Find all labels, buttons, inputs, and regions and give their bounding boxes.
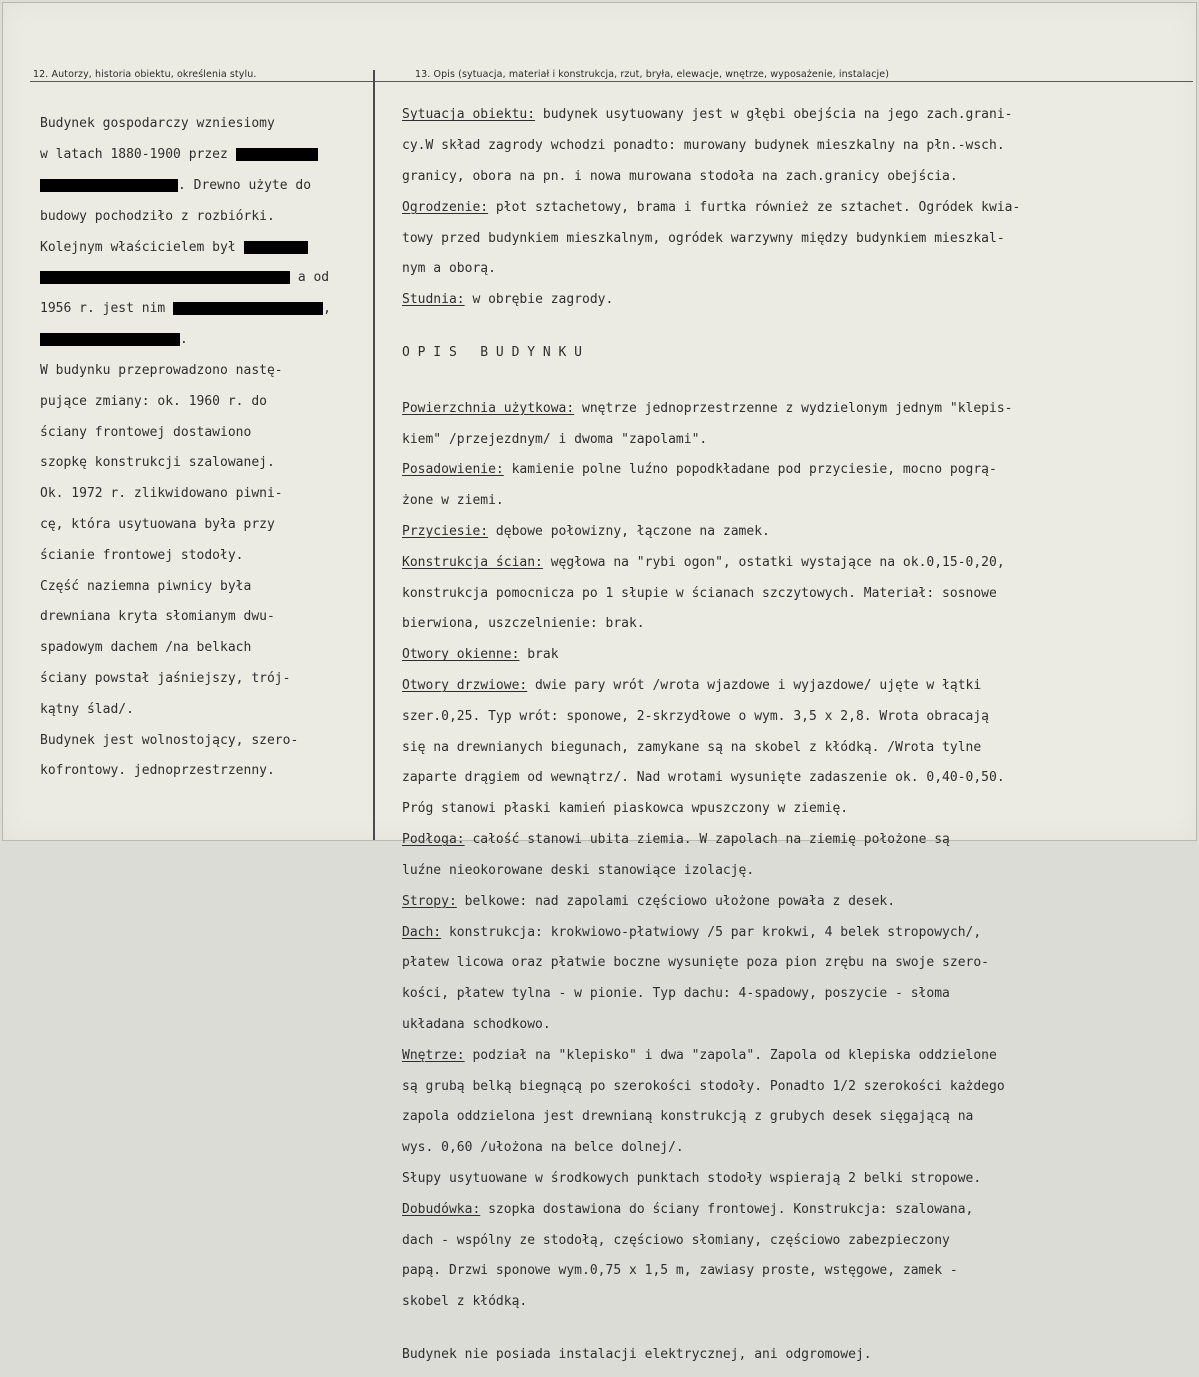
desc-line: cy.W skład zagrody wchodzi ponadto: murowany budynek mieszkalny na płn.-wsch. xyxy=(402,138,1005,154)
desc-line: bierwiona, uszczelnienie: brak. xyxy=(402,616,645,632)
field-label-przyciesie: Przyciesie: xyxy=(402,523,489,539)
field-label-powierzchnia: Powierzchnia użytkowa: xyxy=(402,400,575,416)
spacer xyxy=(402,323,1192,329)
desc-line: są grubą belką biegnącą po szerokości stodoły. Ponadto 1/2 szerokości każdego xyxy=(402,1078,1005,1094)
history-line: budowy pochodziło z rozbiórki. xyxy=(40,208,275,224)
desc-line: granicy, obora na pn. i nowa murowana stodoła na zach.granicy obejścia. xyxy=(402,169,958,185)
redaction-block xyxy=(236,148,318,161)
desc-line: skobel z kłódką. xyxy=(402,1294,528,1310)
desc-line: dach - wspólny ze stodołą, częściowo słomiany, częściowo zabezpieczony xyxy=(402,1232,950,1248)
history-line: Kolejnym właścicielem był xyxy=(40,240,370,255)
desc-line: Ogrodzenie: płot sztachetowy, brama i furtka również ze sztachet. Ogródek kwia- xyxy=(402,199,1021,215)
history-line: kofrontowy. jednoprzestrzenny. xyxy=(40,763,275,779)
header-rule-left xyxy=(30,81,373,82)
desc-line: Konstrukcja ścian: węgłowa na "rybi ogon", ostatki wystające na ok.0,15-0,20, xyxy=(402,554,1005,570)
redaction-block xyxy=(40,271,290,284)
section-13-header: 13. Opis (sytuacja, materiał i konstrukcja, rzut, bryła, elewacje, wnętrze, wyposażenie, instalacje) xyxy=(415,69,890,80)
desc-line: Sytuacja obiektu: budynek usytuowany jest w głębi obejścia na jego zach.grani- xyxy=(402,107,1013,123)
field-label-dach: Dach: xyxy=(402,924,442,940)
desc-line: Otwory drzwiowe: dwie pary wrót /wrota wjazdowe i wyjazdowe/ ujęte w łątki xyxy=(402,678,982,694)
field-label-studnia: Studnia: xyxy=(402,292,465,308)
redaction-block xyxy=(40,333,180,346)
desc-line: Powierzchnia użytkowa: wnętrze jednoprzestrzenne z wydzielonym jednym "klepis- xyxy=(402,400,1013,416)
history-line: ściany frontowej dostawiono xyxy=(40,424,252,440)
field-label-wnetrze: Wnętrze: xyxy=(402,1047,465,1063)
desc-line: Dach: konstrukcja: krokwiowo-płatwiowy /5 par krokwi, 4 belek stropowych/, xyxy=(402,924,982,940)
desc-line: wys. 0,60 /ułożona na belce dolnej/. xyxy=(402,1140,684,1156)
desc-line: nym a oborą. xyxy=(402,261,496,277)
desc-line: Wnętrze: podział na "klepisko" i dwa "zapola". Zapola od klepiska oddzielone xyxy=(402,1047,997,1063)
header-rule-right xyxy=(375,81,1193,82)
section-title-opis-budynku: O P I S B U D Y N K U xyxy=(402,344,583,360)
history-text xyxy=(40,101,370,794)
desc-line: Studnia: w obrębie zagrody. xyxy=(402,292,614,308)
history-line: W budynku przeprowadzono nastę- xyxy=(40,362,283,378)
desc-line-final: Budynek nie posiada instalacji elektrycznej, ani odgromowej. xyxy=(402,1346,872,1362)
desc-line: Otwory okienne: brak xyxy=(402,647,559,663)
history-line: Budynek gospodarczy wzniesiomy xyxy=(40,116,275,132)
field-label-ogrodzenie: Ogrodzenie: xyxy=(402,199,489,215)
field-label-posadowienie: Posadowienie: xyxy=(402,462,504,478)
history-line: 1956 r. jest nim , xyxy=(40,301,331,317)
history-line: . xyxy=(40,332,370,347)
history-line: ściany powstał jaśniejszy, trój- xyxy=(40,671,291,687)
desc-line: Stropy: belkowe: nad zapolami częściowo ułożone powała z desek. xyxy=(402,893,896,909)
history-line: ścianie frontowej stodoły. xyxy=(40,547,244,563)
desc-line: Posadowienie: kamienie polne luźno popodkładane pod przyciesie, mocno pogrą- xyxy=(402,462,997,478)
redaction-block xyxy=(244,241,308,254)
desc-line: żone w ziemi. xyxy=(402,493,504,509)
desc-line: zaparte drągiem od wewnątrz/. Nad wrotami wysunięte zadaszenie ok. 0,40-0,50. xyxy=(402,770,1005,786)
desc-line: zapola oddzielona jest drewnianą konstrukcją z grubych desek sięgającą na xyxy=(402,1109,974,1125)
section-12-header: 12. Autorzy, historia obiektu, określenia stylu. xyxy=(33,69,257,80)
desc-line: kości, płatew tylna - w pionie. Typ dachu: 4-spadowy, poszycie - słoma xyxy=(402,986,950,1002)
desc-line: Próg stanowi płaski kamień piaskowca wpuszczony w ziemię. xyxy=(402,801,849,817)
spacer xyxy=(402,375,1192,385)
desc-line: papą. Drzwi sponowe wym.0,75 x 1,5 m, zawiasy proste, wstęgowe, zamek - xyxy=(402,1263,958,1279)
desc-line: Podłoga: całość stanowi ubita ziemia. W zapolach na ziemię położone są xyxy=(402,832,950,848)
desc-line: płatew licowa oraz płatwie boczne wysunięte poza pion zrębu na swoje szero- xyxy=(402,955,989,971)
description-text xyxy=(402,92,1192,1377)
history-line: cę, która usytuowana była przy xyxy=(40,516,275,532)
history-line: spadowym dachem /na belkach xyxy=(40,640,252,656)
history-line: . Drewno użyte do xyxy=(40,178,370,193)
field-label-otwory-drzwiowe: Otwory drzwiowe: xyxy=(402,678,528,694)
field-label-konstrukcja-scian: Konstrukcja ścian: xyxy=(402,554,543,570)
column-divider xyxy=(373,70,375,840)
redaction-block xyxy=(173,302,323,315)
history-line: w latach 1880-1900 przez xyxy=(40,147,370,162)
redaction-block xyxy=(40,179,178,192)
desc-line: kiem" /przejezdnym/ i dwoma "zapolami". xyxy=(402,431,708,447)
field-label-podloga: Podłoga: xyxy=(402,832,465,848)
history-line: drewniana kryta słomianym dwu- xyxy=(40,609,275,625)
desc-line: Przyciesie: dębowe połowizny, łączone na zamek. xyxy=(402,523,770,539)
history-line: Budynek jest wolnostojący, szero- xyxy=(40,732,299,748)
history-line: a od xyxy=(40,270,370,285)
desc-line: się na drewnianych biegunach, zamykane są na skobel z kłódką. /Wrota tylne xyxy=(402,739,982,755)
desc-line: Dobudówka: szopka dostawiona do ściany frontowej. Konstrukcja: szalowana, xyxy=(402,1201,974,1217)
desc-line: konstrukcja pomocnicza po 1 słupie w ścianach szczytowych. Materiał: sosnowe xyxy=(402,585,997,601)
history-line: Ok. 1972 r. zlikwidowano piwni- xyxy=(40,486,283,502)
spacer xyxy=(402,1325,1192,1331)
history-line: pujące zmiany: ok. 1960 r. do xyxy=(40,393,267,409)
desc-line: towy przed budynkiem mieszkalnym, ogródek warzywny między budynkiem mieszkal- xyxy=(402,230,1005,246)
history-line: Część naziemna piwnicy była xyxy=(40,578,252,594)
field-label-dobudowka: Dobudówka: xyxy=(402,1201,481,1217)
desc-line: Słupy usytuowane w środkowych punktach stodoły wspierają 2 belki stropowe. xyxy=(402,1171,982,1187)
desc-line: układana schodkowo. xyxy=(402,1016,551,1032)
desc-line: luźne nieokorowane deski stanowiące izolację. xyxy=(402,862,755,878)
history-line: kątny ślad/. xyxy=(40,701,134,717)
field-label-stropy: Stropy: xyxy=(402,893,457,909)
history-line: szopkę konstrukcji szalowanej. xyxy=(40,455,275,471)
field-label-otwory-okienne: Otwory okienne: xyxy=(402,647,520,663)
field-label-sytuacja: Sytuacja obiektu: xyxy=(402,107,536,123)
desc-line: szer.0,25. Typ wrót: sponowe, 2-skrzydłowe o wym. 3,5 x 2,8. Wrota obracają xyxy=(402,708,989,724)
